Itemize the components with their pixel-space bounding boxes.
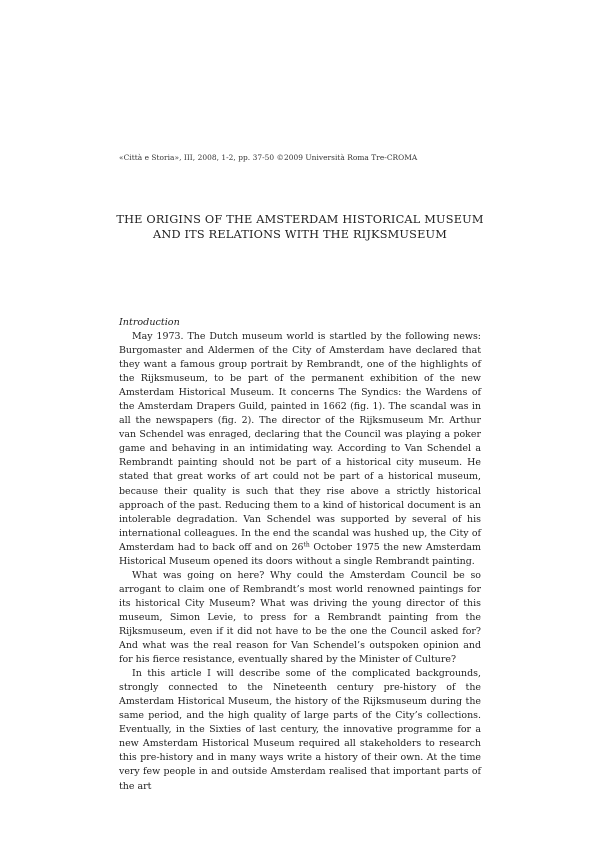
running-header: «Città e Storia», III, 2008, 1-2, pp. 37-50 ©2009 Università Roma Tre-CROMA: [119, 153, 418, 162]
section-heading: Introduction: [119, 317, 180, 328]
article-title-line-1: THE ORIGINS OF THE AMSTERDAM HISTORICAL MUSEUM: [116, 213, 484, 226]
paragraph-1-text: May 1973. The Dutch museum world is startled by the following news: Burgomaster and Aldermen of the City of Amsterdam have declared that they want a famous group portrait by Rembrandt, one of the highlights of the Rijksmuseum, to be part of the permanent exhibition of the new Amsterdam Historical Museum. It concerns The Syndics: the Wardens of the Amsterdam Drapers Guild, painted in 1662 (fig. 1). The scandal was in all the newspapers (fig. 2). The director of the Rijksmuseum Mr. Arthur van Schendel was enraged, declaring that the Council was playing a poker game and behaving in an intimidating way. According to Van Schendel a Rembrandt painting should not be part of a historical city museum. He stated that great works of art could not be part of a historical museum, because their quality is such that they rise above a strictly historical approach of the past. Reducing them to a kind of historical document is an intolerable degradation. Van Schendel was supported by several of his international colleagues. In the end the scandal was hushed up, the City of Amsterdam had to back off and on 26: [119, 331, 481, 553]
paragraph-3: In this article I will describe some of the complicated backgrounds, strongly connected to the Nineteenth century pre-history of the Amsterdam Historical Museum, the history of the Rijksmuseum during the same period, and the high quality of large parts of the City’s collections. Eventually, in the Sixties of last century, the innovative programme for a new Amsterdam Historical Museum required all stakeholders to research this pre-history and in many ways write a history of their own. At the time very few people in and outside Amsterdam realised that important parts of the art: [119, 668, 481, 792]
paragraph-1: [119, 330, 481, 569]
paragraph-2: What was going on here? Why could the Amsterdam Council be so arrogant to claim one of Rembrandt’s most world renowned paintings for its historical City Museum? What was driving the young director of this museum, Simon Levie, to press for a Rembrandt painting from the Rijksmuseum, even if it did not have to be the one the Council asked for? And what was the real reason for Van Schendel’s outspoken opinion and for his fierce resistance, eventually shared by the Minister of Culture?: [119, 569, 481, 666]
body-text: [119, 330, 481, 794]
article-title: [110, 213, 490, 242]
ordinal-superscript: th: [303, 541, 310, 549]
paragraph-1-text-continued: October 1975 the new Amsterdam Historical Museum opened its doors without a single Rembrandt painting.: [119, 541, 481, 567]
article-title-line-2: AND ITS RELATIONS WITH THE RIJKSMUSEUM: [153, 227, 447, 241]
